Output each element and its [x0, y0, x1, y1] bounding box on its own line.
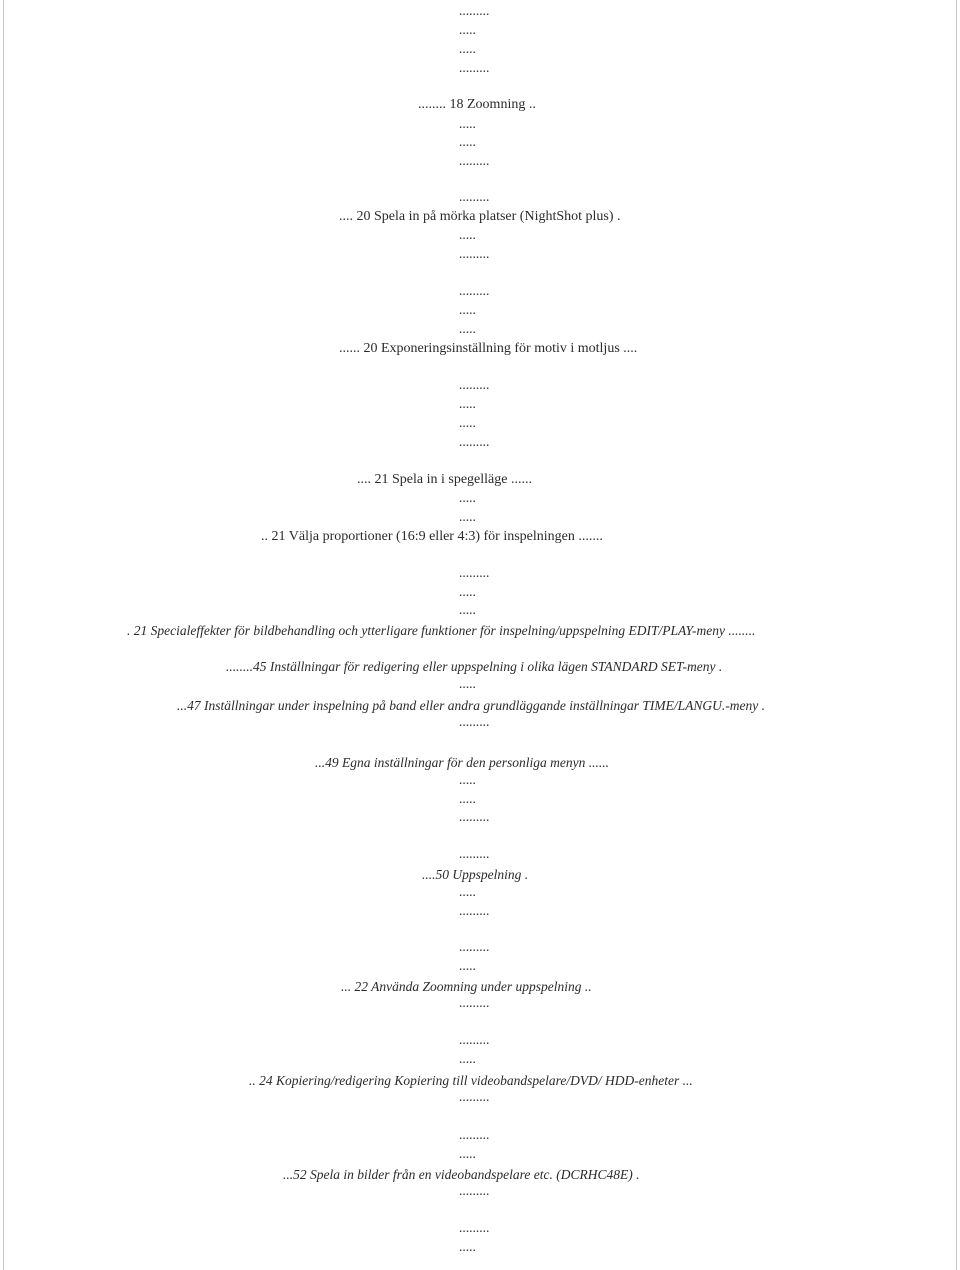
dot-leader-line: ......... — [459, 283, 490, 298]
dot-leader-line: ......... — [459, 903, 490, 918]
dot-leader-line: ......... — [459, 246, 490, 261]
dot-leader-line: ......... — [459, 153, 490, 168]
dot-leader-line: ......... — [459, 565, 490, 580]
dot-leader-line: ......... — [459, 846, 490, 861]
toc-entry: ... 22 Använda Zoomning under uppspelning .. — [341, 979, 592, 994]
toc-entry: ...52 Spela in bilder från en videobandspelare etc. (DCRHC48E) . — [283, 1167, 640, 1182]
dot-leader-line: ..... — [459, 676, 476, 691]
dot-leader-line: ......... — [459, 434, 490, 449]
dot-leader-line: ......... — [459, 1183, 490, 1198]
dot-leader-line: ..... — [459, 1051, 476, 1066]
toc-entry: ....50 Uppspelning . — [422, 867, 529, 882]
dot-leader-line: ..... — [459, 509, 476, 524]
dot-leader-line: ..... — [459, 791, 476, 806]
dot-leader-line: ..... — [459, 116, 476, 131]
toc-entry: ...... 20 Exponeringsinställning för motiv i motljus .... — [339, 341, 638, 356]
dot-leader-line: ..... — [459, 490, 476, 505]
toc-entry: ........45 Inställningar för redigering eller uppspelning i olika lägen STANDARD SET-meny . — [226, 659, 723, 674]
toc-entry: .. 24 Kopiering/redigering Kopiering till videobandspelare/DVD/ HDD-enheter ... — [249, 1073, 693, 1088]
toc-entry: .... 20 Spela in på mörka platser (NightShot plus) . — [339, 209, 621, 224]
dot-leader-line: ..... — [459, 41, 476, 56]
dot-leader-line: ......... — [459, 3, 490, 18]
dot-leader-line: ......... — [459, 377, 490, 392]
dot-leader-line: ..... — [459, 884, 476, 899]
dot-leader-line: ......... — [459, 1089, 490, 1104]
dot-leader-line: ......... — [459, 939, 490, 954]
dot-leader-line: ......... — [459, 995, 490, 1010]
dot-leader-line: ......... — [459, 1127, 490, 1142]
dot-leader-line: ..... — [459, 22, 476, 37]
dot-leader-line: ......... — [459, 1220, 490, 1235]
toc-entry: ........ 18 Zoomning .. — [418, 97, 536, 112]
dot-leader-line: ..... — [459, 602, 476, 617]
dot-leader-line: ..... — [459, 321, 476, 336]
dot-leader-line: ..... — [459, 134, 476, 149]
dot-leader-line: ..... — [459, 958, 476, 973]
dot-leader-line: ......... — [459, 714, 490, 729]
dot-leader-line: ......... — [459, 60, 490, 75]
dot-leader-line: ..... — [459, 584, 476, 599]
dot-leader-line: ......... — [459, 189, 490, 204]
toc-entry: . 21 Specialeffekter för bildbehandling och ytterligare funktioner för inspelning/uppspelning EDIT/PLAY-meny ........ — [127, 623, 756, 638]
toc-entry: .... 21 Spela in i spegelläge ...... — [357, 472, 532, 487]
toc-entry: ...49 Egna inställningar för den personliga menyn ...... — [315, 755, 609, 770]
dot-leader-line: ......... — [459, 1032, 490, 1047]
dot-leader-line: ..... — [459, 1239, 476, 1254]
dot-leader-line: ..... — [459, 396, 476, 411]
dot-leader-line: ..... — [459, 772, 476, 787]
dot-leader-line: ..... — [459, 1146, 476, 1161]
dot-leader-line: ......... — [459, 809, 490, 824]
dot-leader-line: ..... — [459, 227, 476, 242]
toc-entry: .. 21 Välja proportioner (16:9 eller 4:3) för inspelningen ....... — [261, 529, 603, 544]
dot-leader-line: ..... — [459, 302, 476, 317]
dot-leader-line: ..... — [459, 415, 476, 430]
toc-entry: ...47 Inställningar under inspelning på band eller andra grundläggande inställningar TIME/LANGU.-meny . — [177, 698, 765, 713]
